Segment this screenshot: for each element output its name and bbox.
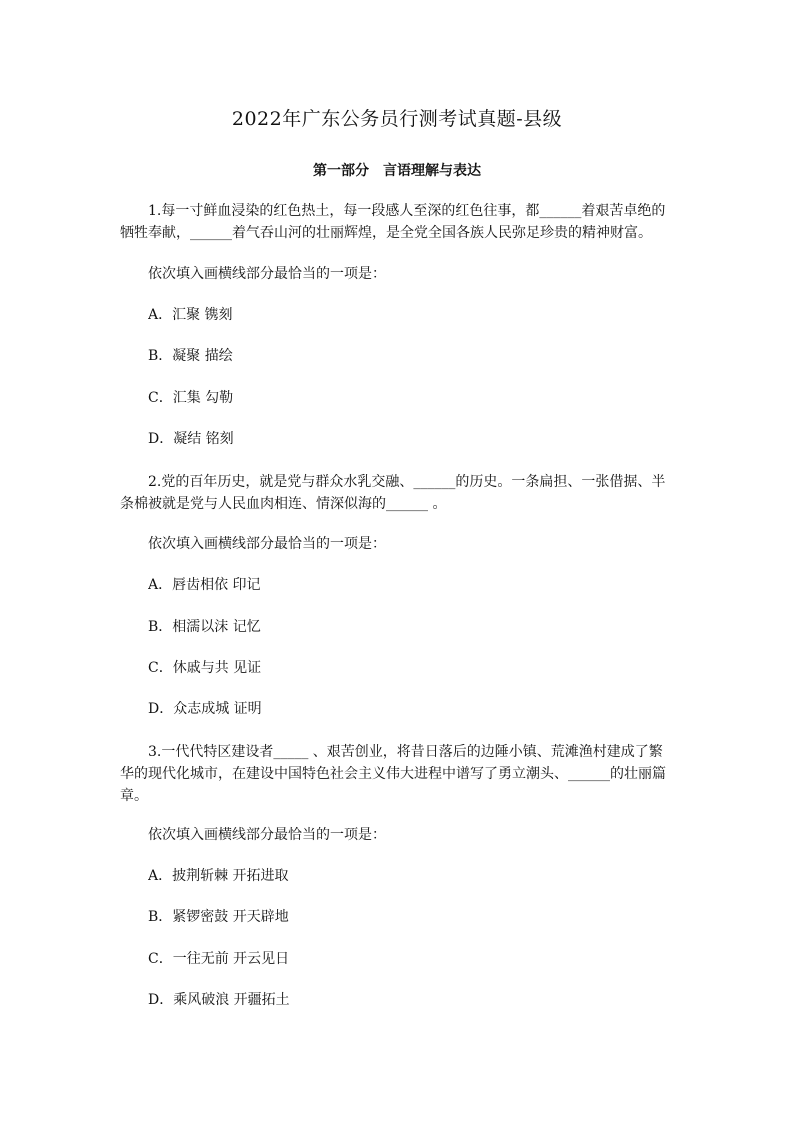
question-3-prompt: 依次填入画横线部分最恰当的一项是： <box>148 827 386 843</box>
question-3-stem-line-1: 3.一代代特区建设者_____ 、艰苦创业，将昔日落后的边陲小镇、荒滩渔村建成了繁 <box>148 744 663 760</box>
question-1-stem-line-2: 牺牲奉献，______着气吞山河的壮丽辉煌，是全党全国各族人民弥足珍贵的精神财富。 <box>120 225 652 241</box>
question-2-option-b: B．相濡以沫 记忆 <box>148 619 261 635</box>
question-3-stem-line-3: 章。 <box>120 788 148 804</box>
question-3-option-b: B．紧锣密鼓 开天辟地 <box>148 909 289 925</box>
question-1-option-b: B．凝聚 描绘 <box>148 348 233 364</box>
question-2-option-a: A．唇齿相依 印记 <box>148 577 261 593</box>
question-3-option-a: A．披荆斩棘 开拓进取 <box>148 868 289 884</box>
question-3-option-d: D．乘风破浪 开疆拓土 <box>148 992 290 1008</box>
question-1-option-c: C．汇集 勾勒 <box>148 390 234 406</box>
question-3-stem-line-2: 华的现代化城市，在建设中国特色社会主义伟大进程中谱写了勇立潮头、______的壮丽篇 <box>120 766 666 782</box>
question-2-option-c: C．休戚与共 见证 <box>148 660 262 676</box>
question-2-stem-line-1: 2.党的百年历史，就是党与群众水乳交融、______的历史。一条扁担、一张借据、半 <box>148 474 666 490</box>
question-1-option-d: D．凝结 铭刻 <box>148 431 234 447</box>
question-1-prompt: 依次填入画横线部分最恰当的一项是： <box>148 266 386 282</box>
question-2-stem-line-2: 条棉被就是党与人民血肉相连、情深似海的______ 。 <box>120 496 447 512</box>
question-1-option-a: A．汇聚 镌刻 <box>148 307 233 323</box>
section-title: 第一部分 言语理解与表达 <box>313 163 481 179</box>
question-1-stem-line-1: 1.每一寸鲜血浸染的红色热土，每一段感人至深的红色往事，都______着艰苦卓绝的 <box>148 203 666 219</box>
question-2-option-d: D．众志成城 证明 <box>148 701 262 717</box>
document-title: 2022年广东公务员行测考试真题-县级 <box>231 108 563 130</box>
question-3-option-c: C．一往无前 开云见日 <box>148 951 290 967</box>
question-2-prompt: 依次填入画横线部分最恰当的一项是： <box>148 536 386 552</box>
